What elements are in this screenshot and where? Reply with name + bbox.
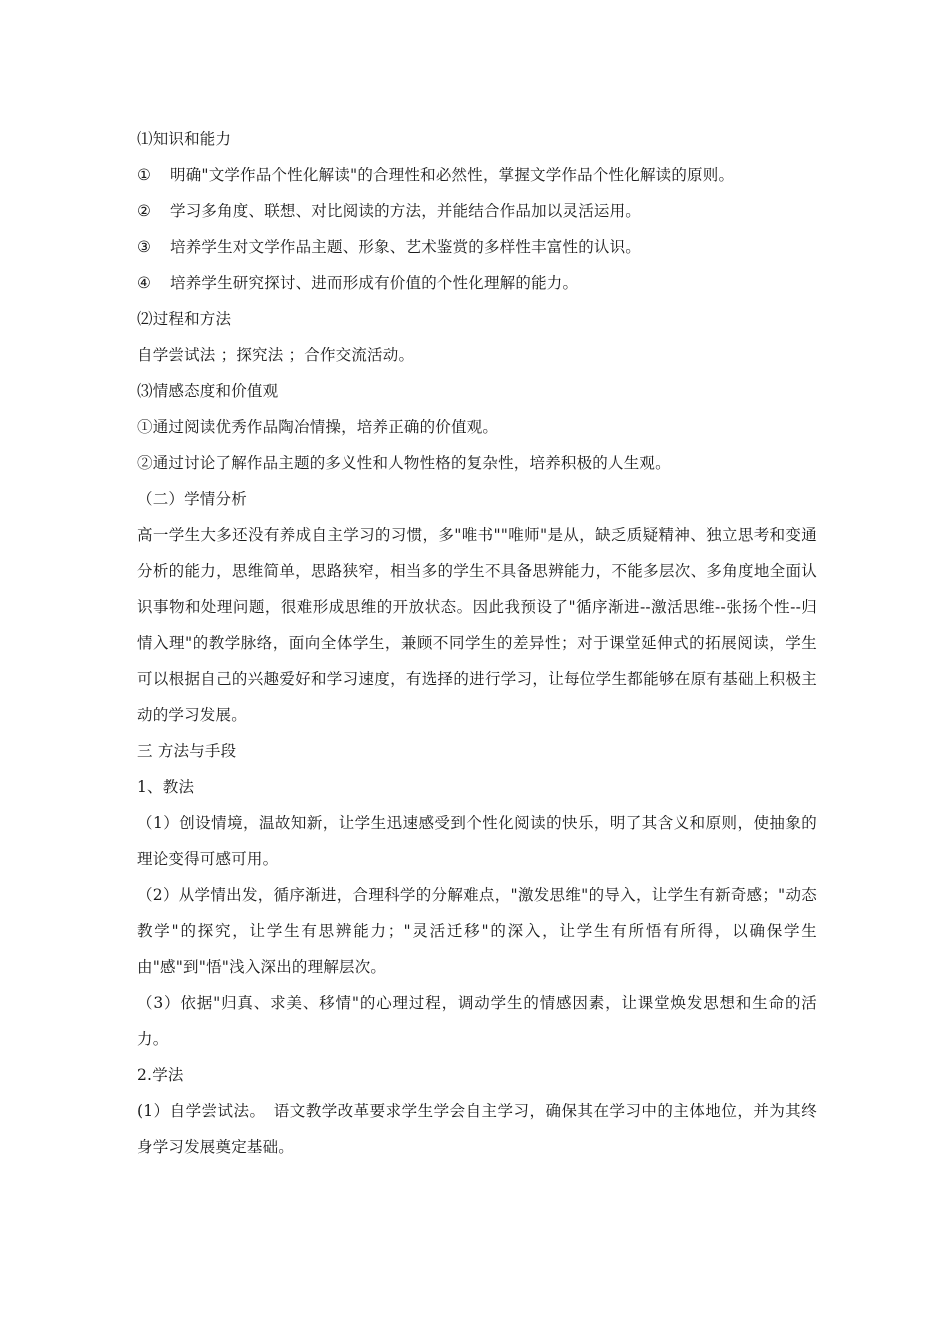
teaching-item-3: （3）依据"归真、求美、移情"的心理过程，调动学生的情感因素，让课堂焕发思想和生命的活力。 xyxy=(137,994,817,1048)
section3-heading: ⑶情感态度和价值观 xyxy=(137,382,279,400)
item-number: ③ xyxy=(137,238,152,256)
item-number: ② xyxy=(137,202,152,220)
document-page xyxy=(137,121,817,1165)
attitude-item-2: ②通过讨论了解作品主题的多义性和人物性格的复杂性，培养积极的人生观。 xyxy=(137,454,671,472)
teaching-item-2: （2）从学情出发，循序渐进，合理科学的分解难点，"激发思维"的导入，让学生有新奇感；"动态教学"的探究，让学生有思辨能力；"灵活迁移"的深入，让学生有所悟有所得，以确保学生由"感"到"悟"浅入深出的理解层次。 xyxy=(137,886,817,976)
analysis-paragraph: 高一学生大多还没有养成自主学习的习惯，多"唯书""唯师"是从，缺乏质疑精神、独立思考和变通分析的能力，思维简单，思路狭窄，相当多的学生不具备思辨能力，不能多层次、多角度地全面认识事物和处理问题，很难形成思维的开放状态。因此我预设了"循序渐进--激活思维--张扬个性--归情入理"的教学脉络，面向全体学生，兼顾不同学生的差异性；对于课堂延伸式的拓展阅读，学生可以根据自己的兴趣爱好和学习速度，有选择的进行学习，让每位学生都能够在原有基础上积极主动的学习发展。 xyxy=(137,526,817,724)
objective-item-3 xyxy=(137,229,817,265)
teaching-heading: 1、教法 xyxy=(137,778,195,796)
objective-item-4 xyxy=(137,265,817,301)
item-number: ④ xyxy=(137,274,152,292)
section2-text: 自学尝试法 ；探究法 ；合作交流活动。 xyxy=(137,346,415,364)
item-text: 培养学生对文学作品主题、形象、艺术鉴赏的多样性丰富性的认识。 xyxy=(170,238,642,256)
attitude-item-1: ①通过阅读优秀作品陶冶情操，培养正确的价值观。 xyxy=(137,418,499,436)
learning-heading: 2.学法 xyxy=(137,1066,184,1084)
teaching-item-1: （1）创设情境，温故知新，让学生迅速感受到个性化阅读的快乐，明了其含义和原则，使抽象的理论变得可感可用。 xyxy=(137,814,817,868)
item-text: 明确"文学作品个性化解读"的合理性和必然性，掌握文学作品个性化解读的原则。 xyxy=(170,166,735,184)
learning-item-1: (1）自学尝试法。 语文教学改革要求学生学会自主学习，确保其在学习中的主体地位，并为其终身学习发展奠定基础。 xyxy=(137,1102,817,1156)
item-text: 培养学生研究探讨、进而形成有价值的个性化理解的能力。 xyxy=(170,274,579,292)
objective-item-2 xyxy=(137,193,817,229)
analysis-heading: （二）学情分析 xyxy=(137,490,247,508)
section1-heading: ⑴知识和能力 xyxy=(137,130,232,148)
objective-item-1 xyxy=(137,157,817,193)
item-text: 学习多角度、联想、对比阅读的方法，并能结合作品加以灵活运用。 xyxy=(170,202,642,220)
item-number: ① xyxy=(137,166,152,184)
section2-heading: ⑵过程和方法 xyxy=(137,310,232,328)
methods-heading: 三 方法与手段 xyxy=(137,742,237,760)
